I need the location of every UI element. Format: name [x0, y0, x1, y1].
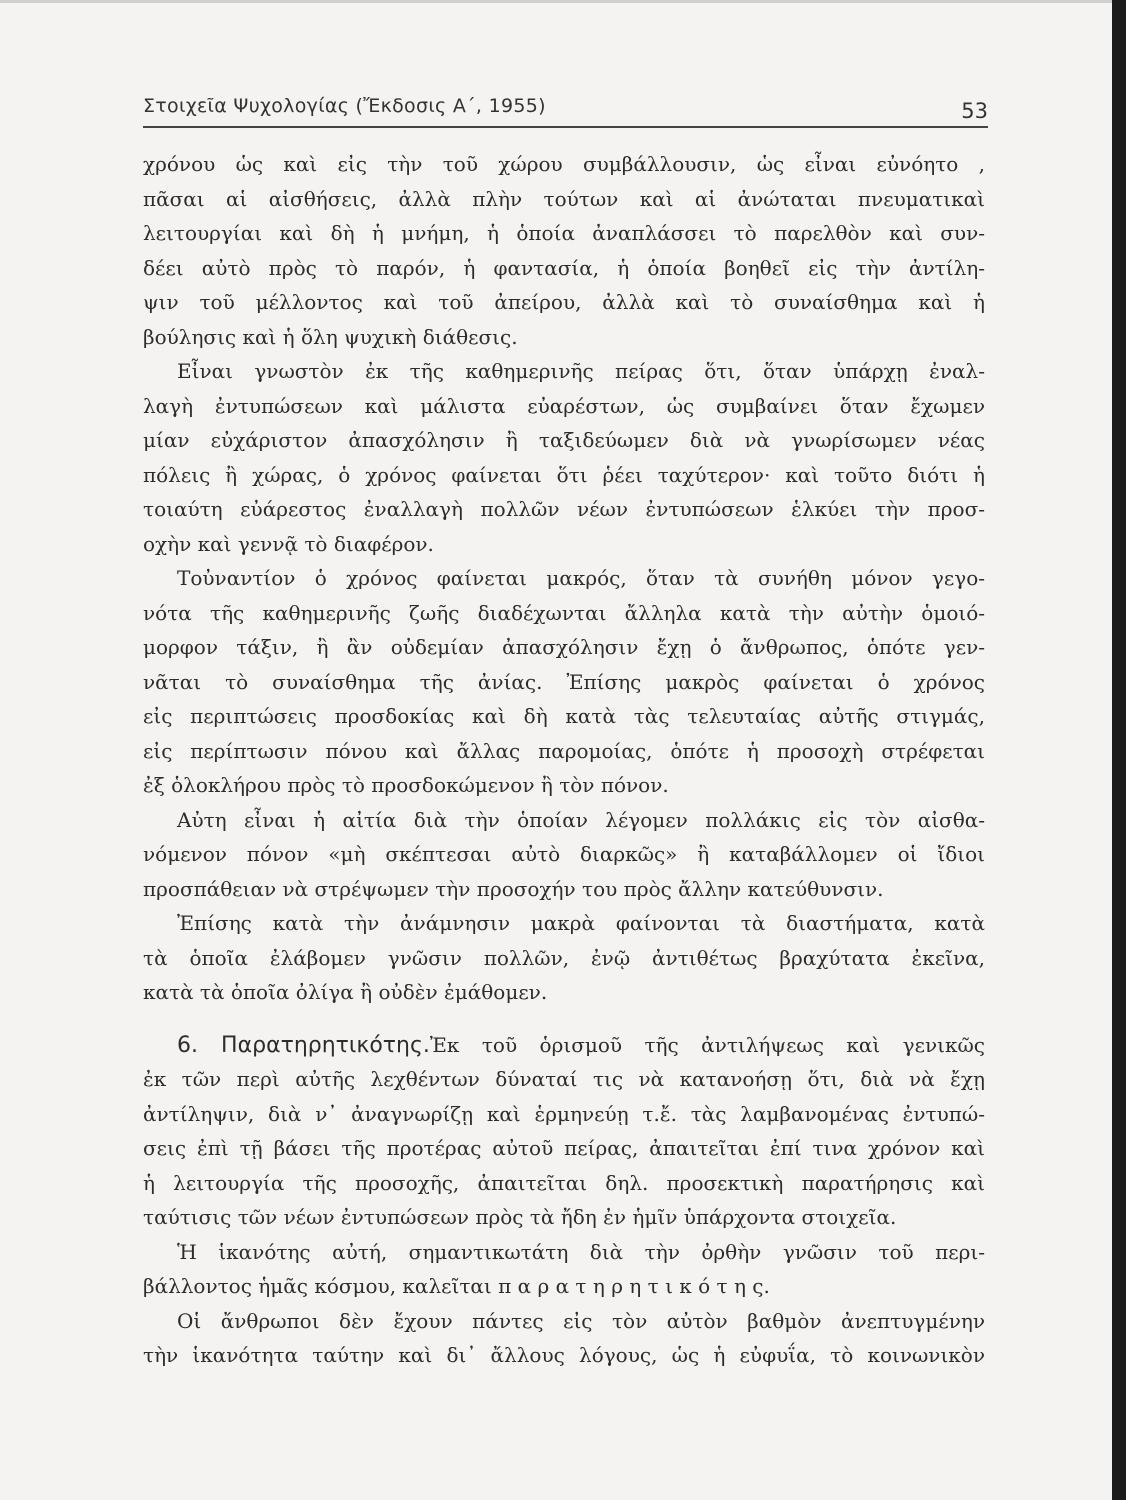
body-text: [143, 147, 985, 1373]
running-title: Στοιχεῖα Ψυχολογίας (Ἔκδοσις Α΄, 1955): [143, 95, 546, 117]
paragraph-start: Αὐτη εἶναι ἡ αἰτία διὰ τὴν ὁποίαν λέγομεν πολλάκις εἰς τὸν αἰσθα-: [177, 807, 985, 832]
header-rule: [143, 126, 988, 128]
text-line: λαγὴ ἐντυπώσεων καὶ μάλιστα εὐαρέστων, ὡς συμβαίνει ὅταν ἔχωμεν: [143, 393, 985, 418]
page-header: [143, 95, 988, 131]
text-line: τὰ ὁποῖα ἐλάβομεν γνῶσιν πολλῶν, ἐνῷ ἀντιθέτως βραχύτατα ἐκεῖνα,: [143, 945, 985, 970]
text-line: οχὴν καὶ γεννᾷ τὸ διαφέρον.: [143, 531, 434, 556]
text-line: ψιν τοῦ μέλλοντος καὶ τοῦ ἀπείρου, ἀλλὰ καὶ τὸ συναίσθημα καὶ ἡ: [143, 290, 985, 314]
text-line: ἐκ τῶν περὶ αὐτῆς λεχθέντων δύναταί τις νὰ κατανοήσῃ ὅτι, διὰ νὰ ἔχῃ: [143, 1067, 985, 1091]
text-line: ἐξ ὁλοκλήρου πρὸς τὸ προσδοκώμενον ἢ τὸν πόνον.: [143, 773, 669, 797]
text-line: προσπάθειαν νὰ στρέψωμεν τὴν προσοχήν του πρὸς ἄλλην κατεύθυνσιν.: [143, 876, 884, 901]
paragraph-start: Ἡ ἱκανότης αὐτή, σημαντικωτάτη διὰ τὴν ὀρθὴν γνῶσιν τοῦ περι-: [177, 1239, 985, 1264]
text-line: ἀντίληψιν, διὰ ν᾽ ἀναγνωρίζῃ καὶ ἑρμηνεύῃ τ.ἔ. τὰς λαμβανομένας ἐντυπώ-: [143, 1101, 985, 1126]
text-line: νότα τῆς καθημερινῆς ζωῆς διαδέχωνται ἄλληλα κατὰ τὴν αὐτὴν ὁμοιό-: [143, 600, 985, 625]
scan-top-edge: [0, 0, 1126, 3]
paragraph-start: Ἐπίσης κατὰ τὴν ἀνάμνησιν μακρὰ φαίνονται τὰ διαστήματα, κατὰ: [177, 911, 985, 935]
text-line: πᾶσαι αἱ αἰσθήσεις, ἀλλὰ πλὴν τούτων καὶ αἱ ἀνώταται πνευματικαὶ: [143, 186, 985, 211]
paragraph-start: Τοὐναντίον ὁ χρόνος φαίνεται μακρός, ὅταν τὰ συνήθη μόνον γεγο-: [177, 566, 985, 590]
scan-right-edge: [1112, 0, 1126, 1500]
text-line: τοιαύτη εὐάρεστος ἐναλλαγὴ πολλῶν νέων ἐντυπώσεων ἑλκύει τὴν προσ-: [143, 497, 985, 521]
text-line: λειτουργίαι καὶ δὴ ἡ μνήμη, ἡ ὁποία ἀναπλάσσει τὸ παρελθὸν καὶ συν-: [143, 221, 985, 245]
text-line: σεις ἐπὶ τῇ βάσει τῆς προτέρας αὐτοῦ πείρας, ἀπαιτεῖται ἐπί τινα χρόνον καὶ: [143, 1136, 985, 1160]
text-line: δέει αὐτὸ πρὸς τὸ παρόν, ἡ φαντασία, ἡ ὁποία βοηθεῖ εἰς τὴν ἀντίλη-: [143, 255, 985, 280]
page-number: 53: [961, 99, 988, 123]
text-line: βάλλοντος ἡμᾶς κόσμου, καλεῖται π α ρ α τ η ρ η τ ι κ ό τ η ς.: [143, 1274, 770, 1298]
text-line: νᾶται τὸ συναίσθημα τῆς ἀνίας. Ἐπίσης μακρὸς φαίνεται ὁ χρόνος: [143, 669, 985, 694]
text-line: ἡ λειτουργία τῆς προσοχῆς, ἀπαιτεῖται δηλ. προσεκτικὴ παρατήρησις καὶ: [143, 1170, 985, 1195]
text-line: πόλεις ἢ χώρας, ὁ χρόνος φαίνεται ὅτι ῥέει ταχύτερον· καὶ τοῦτο διότι ἡ: [143, 462, 985, 487]
text-line: μίαν εὐχάριστον ἀπασχόλησιν ἢ ταξιδεύωμεν διὰ νὰ γνωρίσωμεν νέας: [143, 428, 985, 452]
text-line: εἰς περίπτωσιν πόνου καὶ ἄλλας παρομοίας, ὁπότε ἡ προσοχὴ στρέφεται: [143, 738, 985, 763]
paragraph-start: Εἶναι γνωστὸν ἐκ τῆς καθημερινῆς πείρας ὅτι, ὅταν ὑπάρχῃ ἐναλ-: [177, 359, 985, 383]
section-heading: 6. Παρατηρητικότης.: [177, 1032, 430, 1058]
section-gap: [143, 1010, 985, 1028]
text-line: νόμενον πόνον «μὴ σκέπτεσαι αὐτὸ διαρκῶς» ἢ καταβάλλομεν οἱ ἴδιοι: [143, 842, 985, 866]
text-line: βούλησις καὶ ἡ ὅλη ψυχικὴ διάθεσις.: [143, 324, 518, 349]
text-line: χρόνου ὡς καὶ εἰς τὴν τοῦ χώρου συμβάλλουσιν, ὡς εἶναι εὐνόητο ,: [143, 152, 985, 176]
text-line: μορφον τάξιν, ἢ ἂν οὐδεμίαν ἀπασχόλησιν ἔχῃ ὁ ἄνθρωπος, ὁπότε γεν-: [143, 635, 985, 659]
section-heading-line: [143, 1028, 985, 1063]
section-first-line: Ἐκ τοῦ ὁρισμοῦ τῆς ἀντιλήψεως καὶ γενικῶς: [429, 1032, 985, 1057]
paragraph-start: Οἱ ἄνθρωποι δὲν ἔχουν πάντες εἰς τὸν αὐτὸν βαθμὸν ἀνεπτυγμένην: [177, 1308, 985, 1333]
text-line: τὴν ἱκανότητα ταύτην καὶ δι᾽ ἄλλους λόγους, ὡς ἡ εὐφυΐα, τὸ κοινωνικὸν: [143, 1343, 985, 1367]
text-line: κατὰ τὰ ὁποῖα ὀλίγα ἢ οὐδὲν ἐμάθομεν.: [143, 980, 548, 1004]
text-line: ταύτισις τῶν νέων ἐντυπώσεων πρὸς τὰ ἤδη ἐν ἡμῖν ὑπάρχοντα στοιχεῖα.: [143, 1205, 897, 1229]
text-line: εἰς περιπτώσεις προσδοκίας καὶ δὴ κατὰ τὰς τελευταίας αὐτῆς στιγμάς,: [143, 704, 985, 728]
